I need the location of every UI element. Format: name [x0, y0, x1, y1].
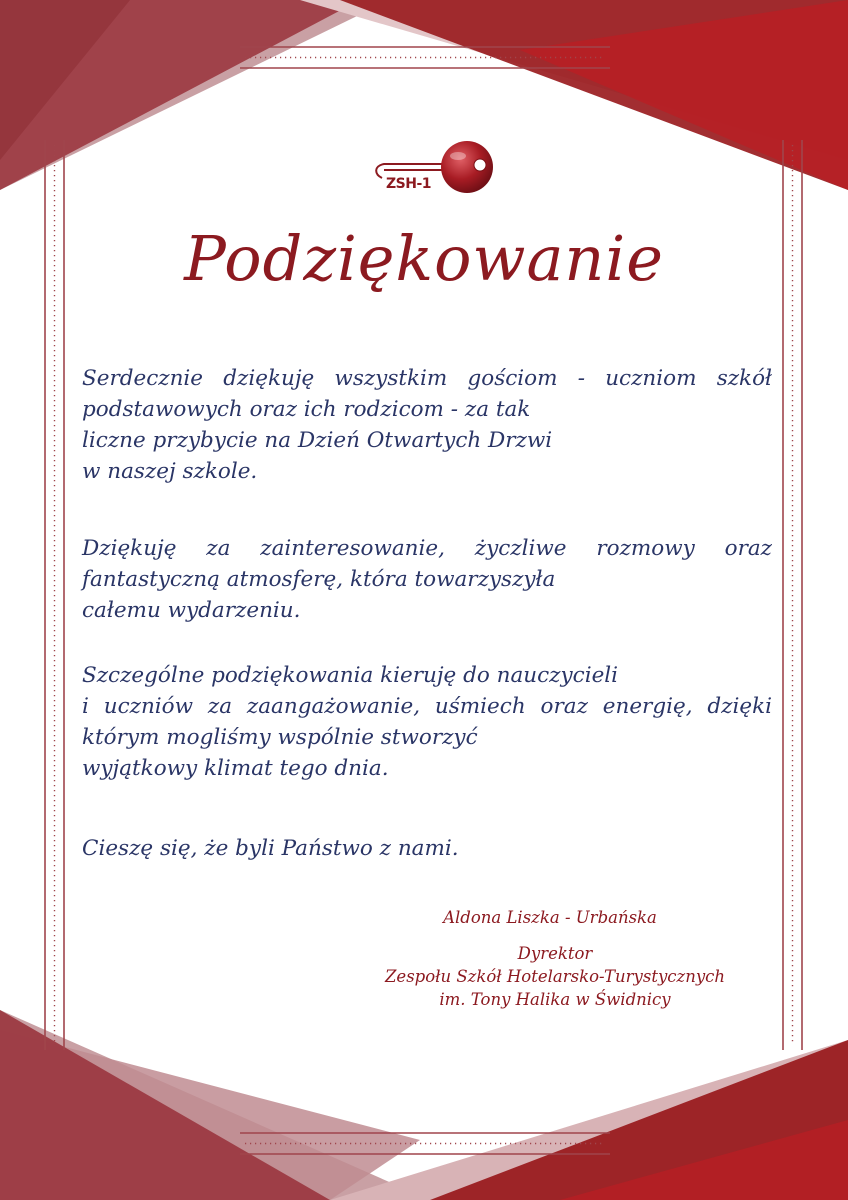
paragraph-3-line: wyjątkowy klimat tego dnia. [82, 756, 389, 781]
signature-patron: im. Tony Halika w Świdnicy [439, 990, 671, 1009]
page-title: Podziękowanie [184, 222, 664, 295]
paragraph-4 [82, 833, 772, 864]
signature-block [340, 942, 770, 1011]
paragraph-1 [82, 363, 772, 487]
paragraph-1-justified: Serdecznie dziękuję wszystkim gościom - uczniom szkół podstawowych oraz ich rodzicom - za tak [82, 366, 772, 422]
paragraph-2-line: całemu wydarzeniu. [82, 598, 301, 623]
paragraph-3-first-line: Szczególne podziękowania kieruję do nauczycieli [82, 663, 619, 688]
signature-name: Aldona Liszka - Urbańska [443, 908, 657, 927]
signature-role: Dyrektor [517, 944, 593, 963]
paragraph-2 [82, 533, 772, 626]
paragraph-1-line: w naszej szkole. [82, 459, 258, 484]
school-logo [372, 140, 500, 200]
paragraph-1-line: liczne przybycie na Dzień Otwartych Drzwi [82, 428, 553, 453]
paragraph-4-line: Cieszę się, że byli Państwo z nami. [82, 836, 459, 861]
paragraph-3-justified: i uczniów za zaangażowanie, uśmiech oraz energię, dzięki którym mogliśmy wspólnie stworzyć [82, 694, 772, 750]
signature-institution: Zespołu Szkół Hotelarsko-Turystycznych [384, 967, 726, 986]
logo-text: ZSH-1 [386, 176, 432, 192]
paragraph-2-justified: Dziękuję za zainteresowanie, życzliwe rozmowy oraz fantastyczną atmosferę, która towarzyszyła [82, 536, 772, 592]
paragraph-3 [82, 660, 772, 784]
